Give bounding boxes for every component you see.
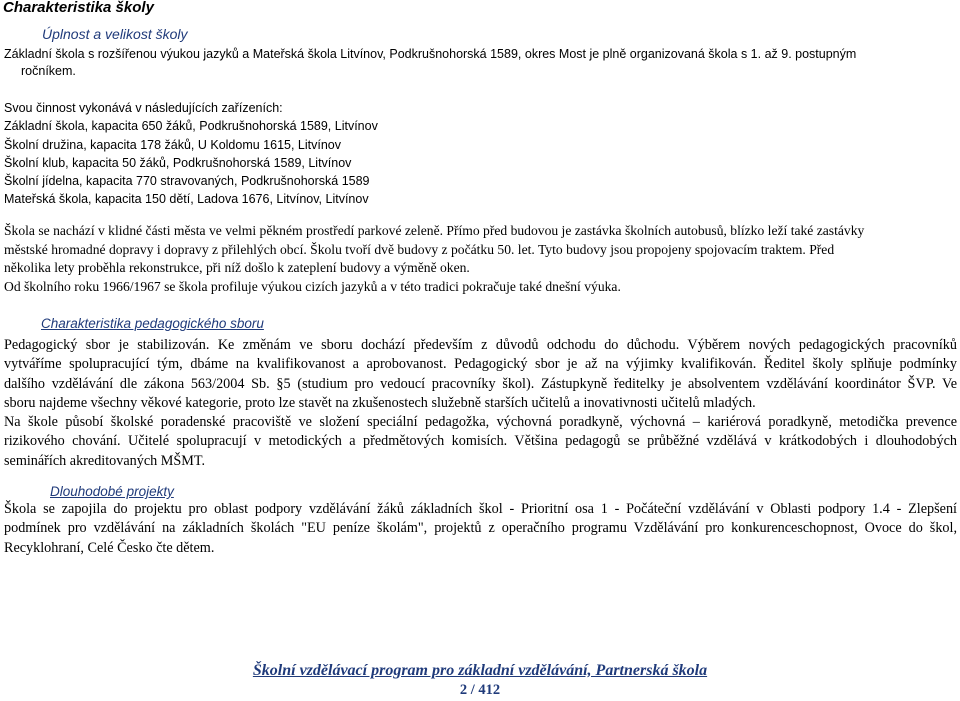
projects-paragraph — [4, 500, 957, 558]
location-line: Od školního roku 1966/1967 se škola profiluje výukou cizích jazyků a v této tradici pokračuje také dnešní výuka. — [4, 279, 621, 295]
location-line: Škola se nachází v klidné části města ve velmi pěkném prostředí parkové zeleně. Přímo před budovou je zastávka školních autobusů, blízko leží také zastávky — [4, 223, 865, 238]
projects-line: podmínek pro vzdělávání na základních školách "EU peníze školám", projektů z operačního programu Vzdělávání pro konkurenceschopnost, Ovoce do škol, — [4, 520, 957, 537]
location-paragraph — [4, 222, 954, 297]
section-heading-projects: Dlouhodobé projekty — [50, 484, 174, 499]
location-line: několika lety proběhla rekonstrukce, při níž došlo k zateplení budovy a výměně oken. — [4, 260, 470, 276]
staff-paragraph — [4, 336, 957, 471]
staff-line: Na škole působí školské poradenské pracoviště ve složení speciální pedagožka, výchovná poradkyně, výchovná – kariérová poradkyně, metodička prevence — [4, 414, 957, 431]
staff-line: sboru najdeme všechny věkové kategorie, proto lze stavět na zkušenostech služebně starších učitelů a inovativnosti učitelů mladých. — [4, 394, 756, 411]
facilities-intro: Svou činnost vykonává v následujících zařízeních: — [4, 101, 283, 115]
intro-line-2: ročníkem. — [21, 64, 76, 78]
facility-item: Školní jídelna, kapacita 770 stravovaných, Podkrušnohorská 1589 — [4, 174, 370, 189]
staff-line: dalšího vzdělávání dle zákona 563/2004 Sb. §5 (studium pro vedoucí pracovníky škol). Zástupkyně ředitelky je absolventem vzdělávání koordinátor ŠVP. Ve — [4, 375, 957, 392]
intro-line-1: Základní škola s rozšířenou výukou jazyků a Mateřská škola Litvínov, Podkrušnohorská 1589, okres Most je plně organizovaná škola s 1. až 9. postupným — [4, 47, 857, 61]
section-heading-size: Úplnost a velikost školy — [42, 26, 188, 42]
projects-line: Škola se zapojila do projektu pro oblast podpory vzdělávání žáků základních škol - Prioritní osa 1 - Počáteční vzdělávání v Oblasti podpory 1.4 - Zlepšení — [4, 501, 957, 517]
facility-item: Školní klub, kapacita 50 žáků, Podkrušnohorská 1589, Litvínov — [4, 155, 352, 170]
document-title: Charakteristika školy — [3, 0, 154, 16]
projects-line: Recyklohraní, Celé Česko čte dětem. — [4, 539, 215, 556]
staff-line: Pedagogický sbor je stabilizován. Ke změnám ve sboru dochází především z důvodů odchodu do důchodu. Výběrem nových pedagogických pracovníků — [4, 337, 957, 353]
facilities-list — [4, 99, 378, 209]
page-number: 2 / 412 — [459, 682, 501, 698]
staff-line: seminářích akreditovaných MŠMT. — [4, 452, 206, 469]
facility-item: Školní družina, kapacita 178 žáků, U Koldomu 1615, Litvínov — [4, 137, 342, 152]
facility-item: Základní škola, kapacita 650 žáků, Podkrušnohorská 1589, Litvínov — [4, 119, 378, 134]
facility-item: Mateřská škola, kapacita 150 dětí, Ladova 1676, Litvínov, Litvínov — [4, 192, 369, 207]
section-heading-staff: Charakteristika pedagogického sboru — [41, 316, 264, 331]
footer-program-title: Školní vzdělávací program pro základní vzdělávání, Partnerská škola — [252, 662, 708, 679]
staff-line: rizikového chování. Učitelé spolupracují v metodických a předmětových komisích. Většina pedagogů se průběžné vzdělává v krátkodobých i dlouhodobých — [4, 433, 957, 450]
staff-line: vytváříme spolupracující tým, dbáme na kvalifikovanost a aprobovanost. Pedagogický sbor je až na výjimky kvalifikován. Ředitel školy splňuje podmínky — [4, 356, 957, 373]
location-line: městské hromadné dopravy i dopravy z přilehlých obcí. Školu tvoří dvě budovy z počátku 50. let. Tyto budovy jsou propojeny spojovacím traktem. Před — [4, 241, 835, 257]
